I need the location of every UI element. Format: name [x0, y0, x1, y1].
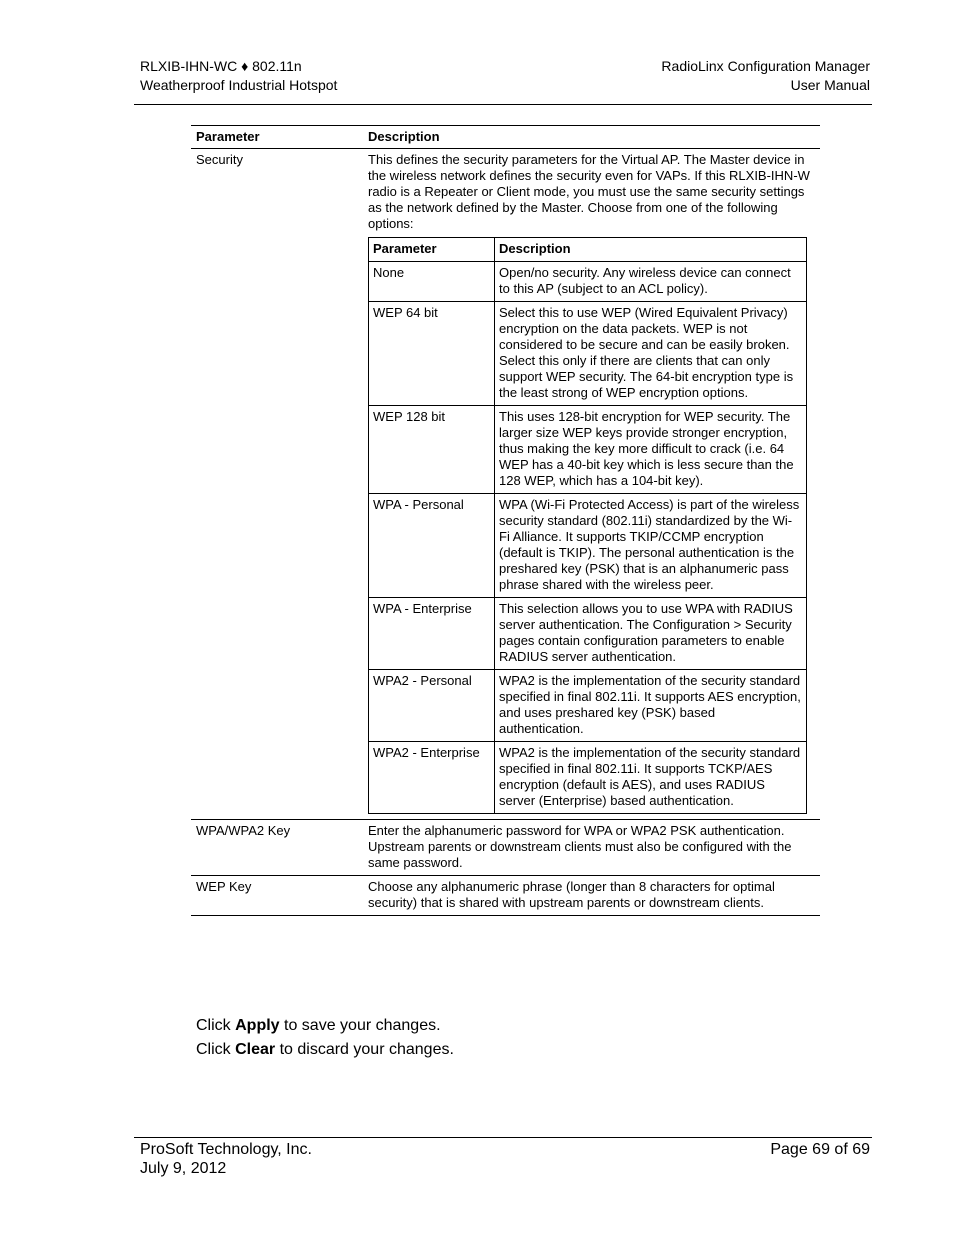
- option-description: WPA2 is the implementation of the security standard specified in final 802.11i. It supports AES encryption, and uses preshared key (PSK) based authentication.: [495, 670, 807, 742]
- table-header-row: [191, 126, 820, 149]
- table-row: [369, 262, 807, 302]
- option-description: Open/no security. Any wireless device can connect to this AP (subject to an ACL policy).: [495, 262, 807, 302]
- wep-key-parameter: WEP Key: [191, 876, 363, 916]
- parameter-table: [191, 125, 820, 916]
- option-parameter: WPA - Personal: [369, 494, 495, 598]
- table-row-wep-key: [191, 876, 820, 916]
- table-row: [369, 598, 807, 670]
- option-parameter: WPA2 - Enterprise: [369, 742, 495, 814]
- header-manual-line1: RadioLinx Configuration Manager: [661, 58, 870, 74]
- apply-instruction: [196, 1014, 454, 1038]
- security-description-cell: [363, 149, 820, 820]
- footer-date: July 9, 2012: [140, 1160, 227, 1177]
- column-header-description: Description: [363, 126, 820, 149]
- security-options-table: [368, 237, 807, 814]
- clear-keyword: Clear: [235, 1041, 276, 1058]
- clear-instruction: [196, 1038, 454, 1062]
- options-header-description: Description: [495, 238, 807, 262]
- apply-suffix: to save your changes.: [279, 1017, 441, 1034]
- instructions: [196, 1014, 454, 1062]
- option-description: Select this to use WEP (Wired Equivalent Privacy) encryption on the data packets. WEP is not considered to be secure and can be easily broken. Select this only if there are clients that can only support WEP security. The 64-bit encryption type is the least strong of WEP encryption options.: [495, 302, 807, 406]
- option-description: WPA (Wi-Fi Protected Access) is part of the wireless security standard (802.11i) standardized by the Wi-Fi Alliance. It supports TKIP/CCMP encryption (default is TKIP). The personal authentication is the preshared key (PSK) that is an alphanumeric pass phrase shared with the wireless peer.: [495, 494, 807, 598]
- table-row: [369, 670, 807, 742]
- header-product: [140, 57, 337, 95]
- header-product-line1: RLXIB-IHN-WC ♦ 802.11n: [140, 58, 302, 74]
- wpa-key-description: Enter the alphanumeric password for WPA or WPA2 PSK authentication. Upstream parents or downstream clients must also be configured with the same password.: [363, 820, 820, 876]
- table-row-wpa-key: [191, 820, 820, 876]
- option-parameter: WPA - Enterprise: [369, 598, 495, 670]
- table-row: [369, 302, 807, 406]
- header-manual: [661, 57, 870, 95]
- table-row: [369, 494, 807, 598]
- option-description: This selection allows you to use WPA with RADIUS server authentication. The Configuration > Security pages contain configuration parameters to enable RADIUS server authentication.: [495, 598, 807, 670]
- table-row-security: [191, 149, 820, 820]
- security-description: This defines the security parameters for the Virtual AP. The Master device in the wireless network defines the security even for VAPs. If this RLXIB-IHN-W radio is a Repeater or Client mode, you must use the same security settings as the network defined by the Master. Choose from one of the following options:: [368, 152, 810, 231]
- wpa-key-parameter: WPA/WPA2 Key: [191, 820, 363, 876]
- column-header-parameter: Parameter: [191, 126, 363, 149]
- apply-prefix: Click: [196, 1017, 236, 1034]
- apply-keyword: Apply: [235, 1017, 280, 1034]
- footer-page-number: Page 69 of 69: [770, 1141, 870, 1158]
- header-product-line2: Weatherproof Industrial Hotspot: [140, 77, 338, 93]
- option-parameter: WEP 128 bit: [369, 406, 495, 494]
- option-description: This uses 128-bit encryption for WEP security. The larger size WEP keys provide stronger encryption, thus making the key more difficult to crack (i.e. 64 WEP has a 40-bit key which is less secure than the 128 WEP, which has a 104-bit key).: [495, 406, 807, 494]
- option-parameter: WPA2 - Personal: [369, 670, 495, 742]
- table-row: [369, 406, 807, 494]
- table-row: [369, 742, 807, 814]
- options-header-parameter: Parameter: [369, 238, 495, 262]
- footer-left: [140, 1140, 312, 1178]
- header-divider: [134, 104, 872, 105]
- security-parameter: Security: [191, 149, 363, 820]
- footer-company: ProSoft Technology, Inc.: [140, 1141, 312, 1158]
- option-parameter: WEP 64 bit: [369, 302, 495, 406]
- options-header-row: [369, 238, 807, 262]
- header-manual-line2: User Manual: [790, 77, 870, 93]
- clear-suffix: to discard your changes.: [275, 1041, 454, 1058]
- wep-key-description: Choose any alphanumeric phrase (longer than 8 characters for optimal security) that is shared with upstream parents or downstream clients.: [363, 876, 820, 916]
- option-description: WPA2 is the implementation of the security standard specified in final 802.11i. It supports TCKP/AES encryption (default is AES), and uses RADIUS server (Enterprise) based authentication.: [495, 742, 807, 814]
- footer-divider: [134, 1137, 872, 1138]
- option-parameter: None: [369, 262, 495, 302]
- clear-prefix: Click: [196, 1041, 236, 1058]
